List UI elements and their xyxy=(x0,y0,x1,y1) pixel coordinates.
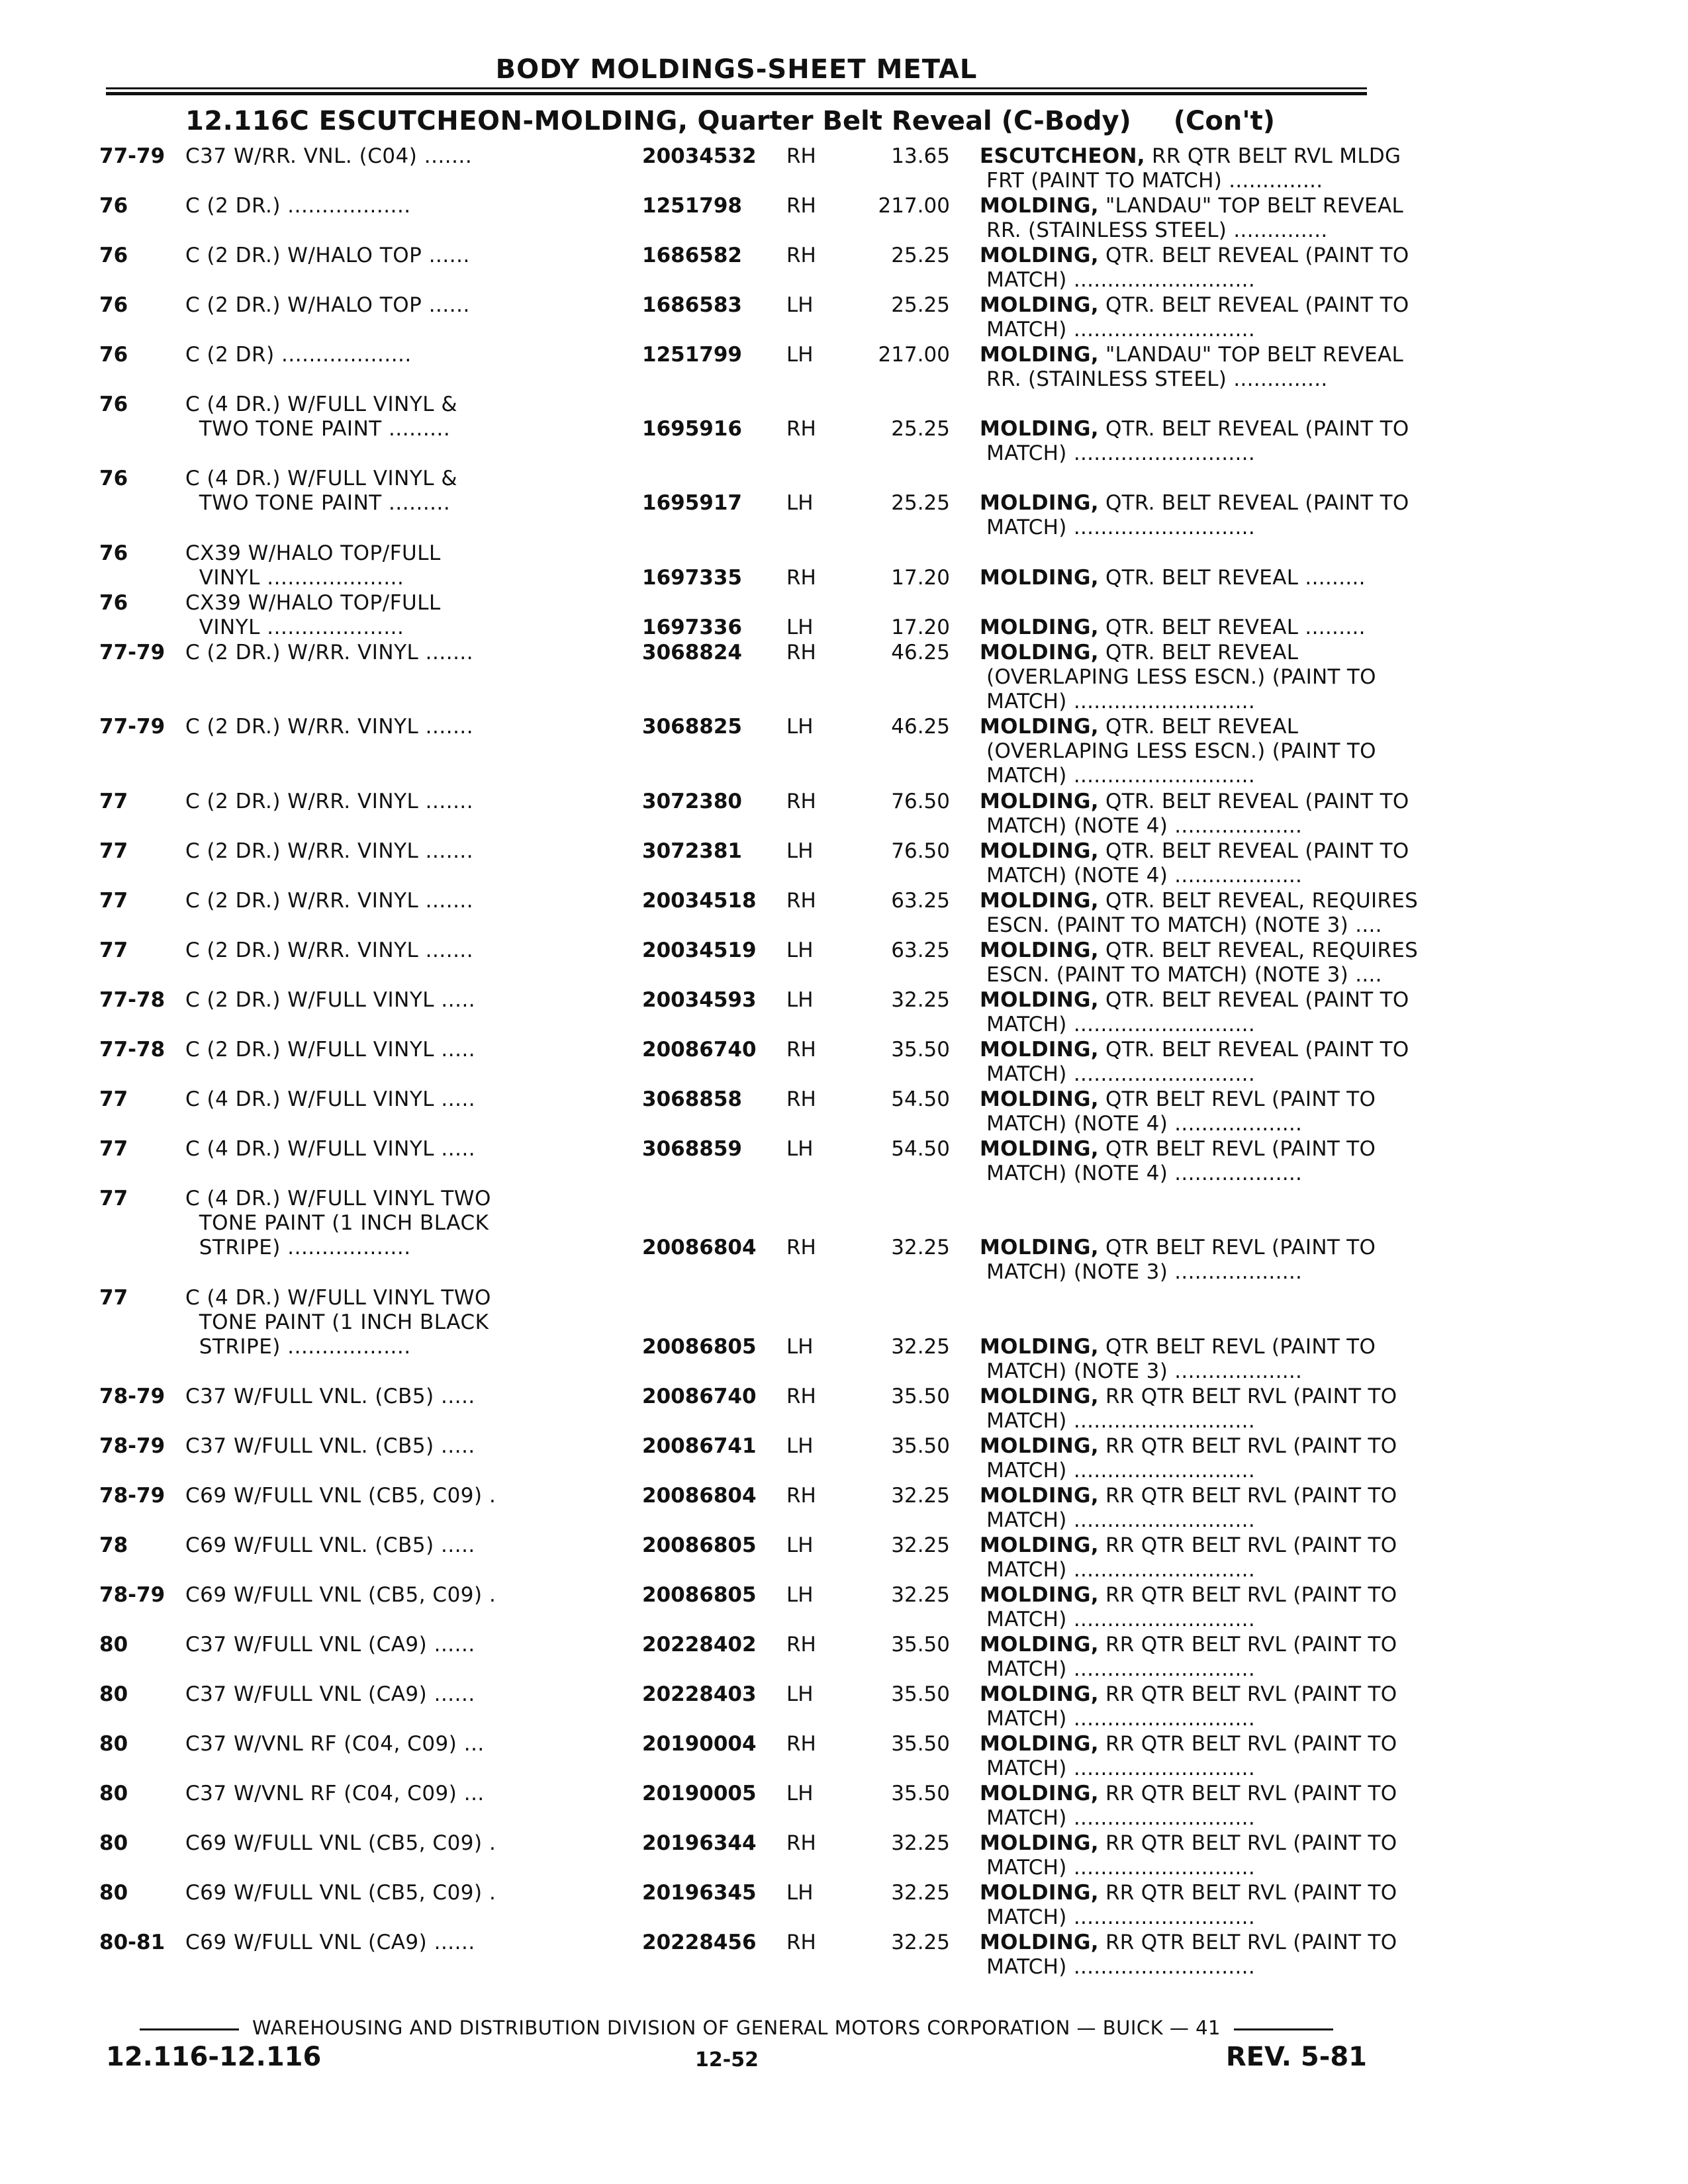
description-text: "LANDAU" TOP BELT REVEAL RR. (STAINLESS STEEL) .............. xyxy=(986,343,1404,391)
description xyxy=(980,293,1456,342)
description xyxy=(980,566,1456,590)
price: 54.50 xyxy=(891,1087,950,1111)
section-code: 12.116C ESCUTCHEON-MOLDING, xyxy=(185,106,688,136)
description-text: QTR. BELT REVEAL (OVERLAPING LESS ESCN.) (PAINT TO MATCH) ........................... xyxy=(986,641,1376,713)
description-lead: MOLDING, xyxy=(980,194,1099,218)
application: C (2 DR.) W/RR. VINYL ....... xyxy=(185,938,474,962)
description-text: RR QTR BELT RVL (PAINT TO MATCH) ........................... xyxy=(986,1533,1397,1582)
footer-section-range: 12.116-12.116 xyxy=(106,2042,322,2072)
description-text: QTR. BELT REVEAL, REQUIRES ESCN. (PAINT TO MATCH) (NOTE 3) .... xyxy=(986,889,1419,937)
description xyxy=(980,491,1456,540)
side: LH xyxy=(786,293,814,317)
part-number: 1686583 xyxy=(642,293,742,317)
description-lead: MOLDING, xyxy=(980,1633,1099,1657)
part-number: 20086740 xyxy=(642,1038,757,1062)
application: C (2 DR.) W/RR. VINYL ....... xyxy=(185,839,474,863)
part-number: 3068858 xyxy=(642,1087,742,1111)
side: RH xyxy=(786,1087,816,1111)
description-lead: MOLDING, xyxy=(980,343,1099,367)
side: RH xyxy=(786,641,816,664)
description-lead: MOLDING, xyxy=(980,1087,1099,1111)
description-text: QTR BELT REVL (PAINT TO MATCH) (NOTE 4) ................... xyxy=(986,1137,1376,1185)
price: 76.50 xyxy=(891,790,950,813)
price: 35.50 xyxy=(891,1038,950,1062)
price: 46.25 xyxy=(891,715,950,739)
description xyxy=(980,1583,1456,1632)
application: C (2 DR.) W/FULL VINYL ..... xyxy=(185,1038,476,1062)
model-year: 77 xyxy=(99,790,128,813)
description-lead: MOLDING, xyxy=(980,244,1099,267)
application: C (2 DR.) W/RR. VINYL ....... xyxy=(185,889,474,913)
footer-rule-right xyxy=(1234,2028,1333,2030)
application: C (4 DR.) W/FULL VINYL ..... xyxy=(185,1137,476,1161)
description-lead: MOLDING, xyxy=(980,1533,1099,1557)
model-year: 80 xyxy=(99,1881,128,1905)
description-lead: MOLDING, xyxy=(980,1732,1099,1756)
side: RH xyxy=(786,417,816,441)
application: C (4 DR.) W/FULL VINYL & TWO TONE PAINT ......... xyxy=(185,467,458,515)
description-text: RR QTR BELT RVL (PAINT TO MATCH) ........................... xyxy=(986,1732,1397,1780)
description xyxy=(980,1682,1456,1731)
part-number: 20196345 xyxy=(642,1881,757,1905)
description xyxy=(980,1087,1456,1136)
description xyxy=(980,417,1456,466)
footer-division xyxy=(106,2017,1367,2039)
description-lead: MOLDING, xyxy=(980,1335,1099,1359)
part-number: 3072380 xyxy=(642,790,742,813)
price: 32.25 xyxy=(891,1236,950,1259)
description-text: QTR. BELT REVEAL (PAINT TO MATCH) ........................... xyxy=(986,293,1409,341)
description-text: RR QTR BELT RVL (PAINT TO MATCH) ........................... xyxy=(986,1831,1397,1880)
description-text: QTR. BELT REVEAL (PAINT TO MATCH) (NOTE 4) ................... xyxy=(986,790,1409,838)
side: RH xyxy=(786,1633,816,1657)
description-text: RR QTR BELT RVL (PAINT TO MATCH) ........................... xyxy=(986,1434,1397,1482)
description-lead: MOLDING, xyxy=(980,417,1099,441)
description-text: RR QTR BELT RVL (PAINT TO MATCH) ........................... xyxy=(986,1583,1397,1631)
application: C (2 DR.) W/HALO TOP ...... xyxy=(185,293,470,317)
side: LH xyxy=(786,715,814,739)
description-lead: MOLDING, xyxy=(980,1831,1099,1855)
description-text: RR QTR BELT RVL (PAINT TO MATCH) ........................... xyxy=(986,1782,1397,1830)
model-year: 78-79 xyxy=(99,1434,165,1458)
model-year: 76 xyxy=(99,591,128,615)
price: 32.25 xyxy=(891,1484,950,1508)
price: 32.25 xyxy=(891,988,950,1012)
price: 32.25 xyxy=(891,1831,950,1855)
description-lead: MOLDING, xyxy=(980,615,1099,639)
description xyxy=(980,244,1456,293)
model-year: 77-79 xyxy=(99,144,165,168)
description xyxy=(980,1137,1456,1186)
part-number: 1695917 xyxy=(642,491,742,515)
application: C37 W/FULL VNL. (CB5) ..... xyxy=(185,1434,475,1458)
part-number: 20228403 xyxy=(642,1682,757,1706)
description xyxy=(980,144,1456,193)
description-text: RR QTR BELT RVL (PAINT TO MATCH) ........................... xyxy=(986,1881,1397,1929)
model-year: 76 xyxy=(99,343,128,367)
section-cont: (Con't) xyxy=(1173,106,1275,136)
part-number: 20190005 xyxy=(642,1782,757,1805)
side: RH xyxy=(786,194,816,218)
description xyxy=(980,1931,1456,1979)
side: LH xyxy=(786,839,814,863)
price: 63.25 xyxy=(891,938,950,962)
description-lead: MOLDING, xyxy=(980,1137,1099,1161)
model-year: 77 xyxy=(99,1087,128,1111)
price: 32.25 xyxy=(891,1533,950,1557)
application: C (2 DR.) W/RR. VINYL ....... xyxy=(185,790,474,813)
application: CX39 W/HALO TOP/FULL VINYL .................... xyxy=(185,591,441,639)
part-number: 20228402 xyxy=(642,1633,757,1657)
description xyxy=(980,1533,1456,1582)
price: 35.50 xyxy=(891,1682,950,1706)
application: C37 W/FULL VNL (CA9) ...... xyxy=(185,1633,475,1657)
side: LH xyxy=(786,1533,814,1557)
price: 32.25 xyxy=(891,1335,950,1359)
part-number: 1686582 xyxy=(642,244,742,267)
application: C (2 DR.) W/RR. VINYL ....... xyxy=(185,715,474,739)
description-text: RR QTR BELT RVL (PAINT TO MATCH) ........................... xyxy=(986,1385,1397,1433)
description xyxy=(980,1782,1456,1831)
price: 17.20 xyxy=(891,566,950,590)
application: C69 W/FULL VNL. (CB5) ..... xyxy=(185,1533,475,1557)
side: RH xyxy=(786,1038,816,1062)
model-year: 80 xyxy=(99,1682,128,1706)
description xyxy=(980,1335,1456,1384)
model-year: 76 xyxy=(99,244,128,267)
description xyxy=(980,1484,1456,1533)
model-year: 78-79 xyxy=(99,1385,165,1408)
part-number: 20196344 xyxy=(642,1831,757,1855)
description-lead: MOLDING, xyxy=(980,1484,1099,1508)
description-text: RR QTR BELT RVL MLDG FRT (PAINT TO MATCH) .............. xyxy=(986,144,1401,193)
description-lead: MOLDING, xyxy=(980,889,1099,913)
price: 25.25 xyxy=(891,491,950,515)
side: LH xyxy=(786,1434,814,1458)
side: RH xyxy=(786,566,816,590)
model-year: 77-79 xyxy=(99,715,165,739)
price: 35.50 xyxy=(891,1732,950,1756)
part-number: 20190004 xyxy=(642,1732,757,1756)
part-number: 20034532 xyxy=(642,144,757,168)
description-lead: MOLDING, xyxy=(980,839,1099,863)
description xyxy=(980,194,1456,243)
description-text: "LANDAU" TOP BELT REVEAL RR. (STAINLESS STEEL) .............. xyxy=(986,194,1404,242)
application: C69 W/FULL VNL (CB5, C09) . xyxy=(185,1881,496,1905)
description xyxy=(980,1434,1456,1483)
section-subtitle: Quarter Belt Reveal (C-Body) xyxy=(697,106,1131,136)
description xyxy=(980,1038,1456,1087)
description-text: RR QTR BELT RVL (PAINT TO MATCH) ........................... xyxy=(986,1682,1397,1731)
price: 63.25 xyxy=(891,889,950,913)
part-number: 3072381 xyxy=(642,839,742,863)
description-lead: MOLDING, xyxy=(980,1434,1099,1458)
description xyxy=(980,938,1456,987)
description-lead: MOLDING, xyxy=(980,566,1099,590)
price: 76.50 xyxy=(891,839,950,863)
application: C37 W/VNL RF (C04, C09) ... xyxy=(185,1732,485,1756)
side: LH xyxy=(786,1137,814,1161)
description xyxy=(980,1236,1456,1285)
price: 46.25 xyxy=(891,641,950,664)
description-text: QTR BELT REVL (PAINT TO MATCH) (NOTE 3) ................... xyxy=(986,1236,1376,1284)
price: 25.25 xyxy=(891,293,950,317)
part-number: 20086741 xyxy=(642,1434,757,1458)
part-number: 20086805 xyxy=(642,1533,757,1557)
footer-rule-left xyxy=(140,2028,239,2030)
side: RH xyxy=(786,244,816,267)
side: RH xyxy=(786,1484,816,1508)
side: RH xyxy=(786,144,816,168)
description-text: RR QTR BELT RVL (PAINT TO MATCH) ........................... xyxy=(986,1633,1397,1681)
description xyxy=(980,1881,1456,1930)
price: 25.25 xyxy=(891,417,950,441)
model-year: 77-78 xyxy=(99,988,165,1012)
application: C (2 DR.) W/HALO TOP ...... xyxy=(185,244,470,267)
description-text: QTR. BELT REVEAL (PAINT TO MATCH) (NOTE 4) ................... xyxy=(986,839,1409,887)
application: C (4 DR.) W/FULL VINYL TWO TONE PAINT (1 INCH BLACK STRIPE) .................. xyxy=(185,1187,491,1259)
part-number: 1251798 xyxy=(642,194,742,218)
model-year: 76 xyxy=(99,541,128,565)
application: C37 W/VNL RF (C04, C09) ... xyxy=(185,1782,485,1805)
price: 35.50 xyxy=(891,1385,950,1408)
description-text: QTR. BELT REVEAL (PAINT TO MATCH) ........................... xyxy=(986,491,1409,539)
part-number: 20086805 xyxy=(642,1583,757,1607)
side: RH xyxy=(786,1236,816,1259)
side: LH xyxy=(786,988,814,1012)
side: LH xyxy=(786,491,814,515)
page-header: BODY MOLDINGS-SHEET METAL xyxy=(495,54,978,85)
description-text: QTR. BELT REVEAL ......... xyxy=(1098,566,1366,590)
description xyxy=(980,641,1456,714)
model-year: 80-81 xyxy=(99,1931,165,1954)
side: LH xyxy=(786,1682,814,1706)
application: C (2 DR.) W/RR. VINYL ....... xyxy=(185,641,474,664)
price: 54.50 xyxy=(891,1137,950,1161)
application: C (4 DR.) W/FULL VINYL TWO TONE PAINT (1 INCH BLACK STRIPE) .................. xyxy=(185,1286,491,1359)
part-number: 1697336 xyxy=(642,615,742,639)
part-number: 3068859 xyxy=(642,1137,742,1161)
part-number: 3068824 xyxy=(642,641,742,664)
description-text: QTR. BELT REVEAL, REQUIRES ESCN. (PAINT TO MATCH) (NOTE 3) .... xyxy=(986,938,1419,987)
description-lead: MOLDING, xyxy=(980,988,1099,1012)
side: LH xyxy=(786,615,814,639)
side: LH xyxy=(786,1782,814,1805)
model-year: 78-79 xyxy=(99,1484,165,1508)
part-number: 20086804 xyxy=(642,1484,757,1508)
part-number: 1697335 xyxy=(642,566,742,590)
model-year: 77 xyxy=(99,1137,128,1161)
side: RH xyxy=(786,1385,816,1408)
description-lead: MOLDING, xyxy=(980,293,1099,317)
application: C (2 DR.) W/FULL VINYL ..... xyxy=(185,988,476,1012)
description-lead: MOLDING, xyxy=(980,1931,1099,1954)
side: LH xyxy=(786,1335,814,1359)
model-year: 78-79 xyxy=(99,1583,165,1607)
model-year: 80 xyxy=(99,1782,128,1805)
side: LH xyxy=(786,343,814,367)
description-text: QTR BELT REVL (PAINT TO MATCH) (NOTE 3) ................... xyxy=(986,1335,1376,1383)
description-text: RR QTR BELT RVL (PAINT TO MATCH) ........................... xyxy=(986,1484,1397,1532)
price: 217.00 xyxy=(878,343,950,367)
description xyxy=(980,790,1456,839)
part-number: 3068825 xyxy=(642,715,742,739)
price: 17.20 xyxy=(891,615,950,639)
application: C (4 DR.) W/FULL VINYL & TWO TONE PAINT ......... xyxy=(185,392,458,441)
side: RH xyxy=(786,889,816,913)
part-number: 20086805 xyxy=(642,1335,757,1359)
description xyxy=(980,988,1456,1037)
part-number: 20086740 xyxy=(642,1385,757,1408)
part-number: 20034519 xyxy=(642,938,757,962)
model-year: 76 xyxy=(99,392,128,416)
description-lead: ESCUTCHEON, xyxy=(980,144,1145,168)
description xyxy=(980,1633,1456,1682)
description-text: QTR. BELT REVEAL ......... xyxy=(1098,615,1366,639)
application: C (4 DR.) W/FULL VINYL ..... xyxy=(185,1087,476,1111)
application: C69 W/FULL VNL (CB5, C09) . xyxy=(185,1484,496,1508)
model-year: 76 xyxy=(99,293,128,317)
description xyxy=(980,1385,1456,1433)
application: C (2 DR) ................... xyxy=(185,343,412,367)
price: 35.50 xyxy=(891,1633,950,1657)
price: 35.50 xyxy=(891,1782,950,1805)
price: 32.25 xyxy=(891,1931,950,1954)
model-year: 77 xyxy=(99,889,128,913)
model-year: 80 xyxy=(99,1633,128,1657)
description-lead: MOLDING, xyxy=(980,491,1099,515)
price: 217.00 xyxy=(878,194,950,218)
part-number: 20034593 xyxy=(642,988,757,1012)
application: C37 W/RR. VNL. (C04) ....... xyxy=(185,144,473,168)
footer-page-number: 12-52 xyxy=(695,2048,759,2071)
header-rule-thick xyxy=(106,92,1367,95)
description-lead: MOLDING, xyxy=(980,715,1099,739)
description-text: QTR. BELT REVEAL (PAINT TO MATCH) ........................... xyxy=(986,244,1409,292)
model-year: 77 xyxy=(99,938,128,962)
model-year: 76 xyxy=(99,194,128,218)
description-lead: MOLDING, xyxy=(980,1038,1099,1062)
application: C69 W/FULL VNL (CA9) ...... xyxy=(185,1931,475,1954)
description xyxy=(980,615,1456,640)
description xyxy=(980,1732,1456,1781)
side: LH xyxy=(786,1881,814,1905)
model-year: 77-79 xyxy=(99,641,165,664)
part-number: 20228456 xyxy=(642,1931,757,1954)
description-lead: MOLDING, xyxy=(980,1682,1099,1706)
description-lead: MOLDING, xyxy=(980,641,1099,664)
model-year: 77 xyxy=(99,1286,128,1310)
footer-division-text: WAREHOUSING AND DISTRIBUTION DIVISION OF GENERAL MOTORS CORPORATION — BUICK — 41 xyxy=(252,2017,1221,2039)
model-year: 78 xyxy=(99,1533,128,1557)
footer-revision: REV. 5-81 xyxy=(1225,2042,1367,2072)
part-number: 20034518 xyxy=(642,889,757,913)
part-number: 1251799 xyxy=(642,343,742,367)
side: RH xyxy=(786,1732,816,1756)
model-year: 80 xyxy=(99,1831,128,1855)
price: 25.25 xyxy=(891,244,950,267)
description xyxy=(980,889,1456,938)
description-lead: MOLDING, xyxy=(980,790,1099,813)
description xyxy=(980,715,1456,788)
side: LH xyxy=(786,938,814,962)
application: C37 W/FULL VNL (CA9) ...... xyxy=(185,1682,475,1706)
description-text: QTR. BELT REVEAL (OVERLAPING LESS ESCN.) (PAINT TO MATCH) ........................... xyxy=(986,715,1376,788)
model-year: 77 xyxy=(99,1187,128,1210)
description xyxy=(980,839,1456,888)
description xyxy=(980,343,1456,392)
description-lead: MOLDING, xyxy=(980,1881,1099,1905)
side: LH xyxy=(786,1583,814,1607)
application: C (2 DR.) .................. xyxy=(185,194,411,218)
model-year: 80 xyxy=(99,1732,128,1756)
side: RH xyxy=(786,1931,816,1954)
model-year: 76 xyxy=(99,467,128,490)
price: 32.25 xyxy=(891,1583,950,1607)
description-lead: MOLDING, xyxy=(980,1782,1099,1805)
description-text: QTR. BELT REVEAL (PAINT TO MATCH) ........................... xyxy=(986,417,1409,465)
price: 13.65 xyxy=(891,144,950,168)
application: C69 W/FULL VNL (CB5, C09) . xyxy=(185,1831,496,1855)
side: RH xyxy=(786,1831,816,1855)
model-year: 77-78 xyxy=(99,1038,165,1062)
header-rule xyxy=(106,87,1367,89)
section-title xyxy=(185,106,1275,136)
application: C69 W/FULL VNL (CB5, C09) . xyxy=(185,1583,496,1607)
description-lead: MOLDING, xyxy=(980,1236,1099,1259)
part-number: 1695916 xyxy=(642,417,742,441)
description-text: QTR BELT REVL (PAINT TO MATCH) (NOTE 4) ................... xyxy=(986,1087,1376,1136)
description-text: RR QTR BELT RVL (PAINT TO MATCH) ........................... xyxy=(986,1931,1397,1979)
price: 35.50 xyxy=(891,1434,950,1458)
description-lead: MOLDING, xyxy=(980,1385,1099,1408)
description-lead: MOLDING, xyxy=(980,938,1099,962)
price: 32.25 xyxy=(891,1881,950,1905)
description-text: QTR. BELT REVEAL (PAINT TO MATCH) ........................... xyxy=(986,988,1409,1036)
description-text: QTR. BELT REVEAL (PAINT TO MATCH) ........................... xyxy=(986,1038,1409,1086)
model-year: 77 xyxy=(99,839,128,863)
application: CX39 W/HALO TOP/FULL VINYL .................... xyxy=(185,541,441,590)
application: C37 W/FULL VNL. (CB5) ..... xyxy=(185,1385,475,1408)
description xyxy=(980,1831,1456,1880)
description-lead: MOLDING, xyxy=(980,1583,1099,1607)
part-number: 20086804 xyxy=(642,1236,757,1259)
side: RH xyxy=(786,790,816,813)
